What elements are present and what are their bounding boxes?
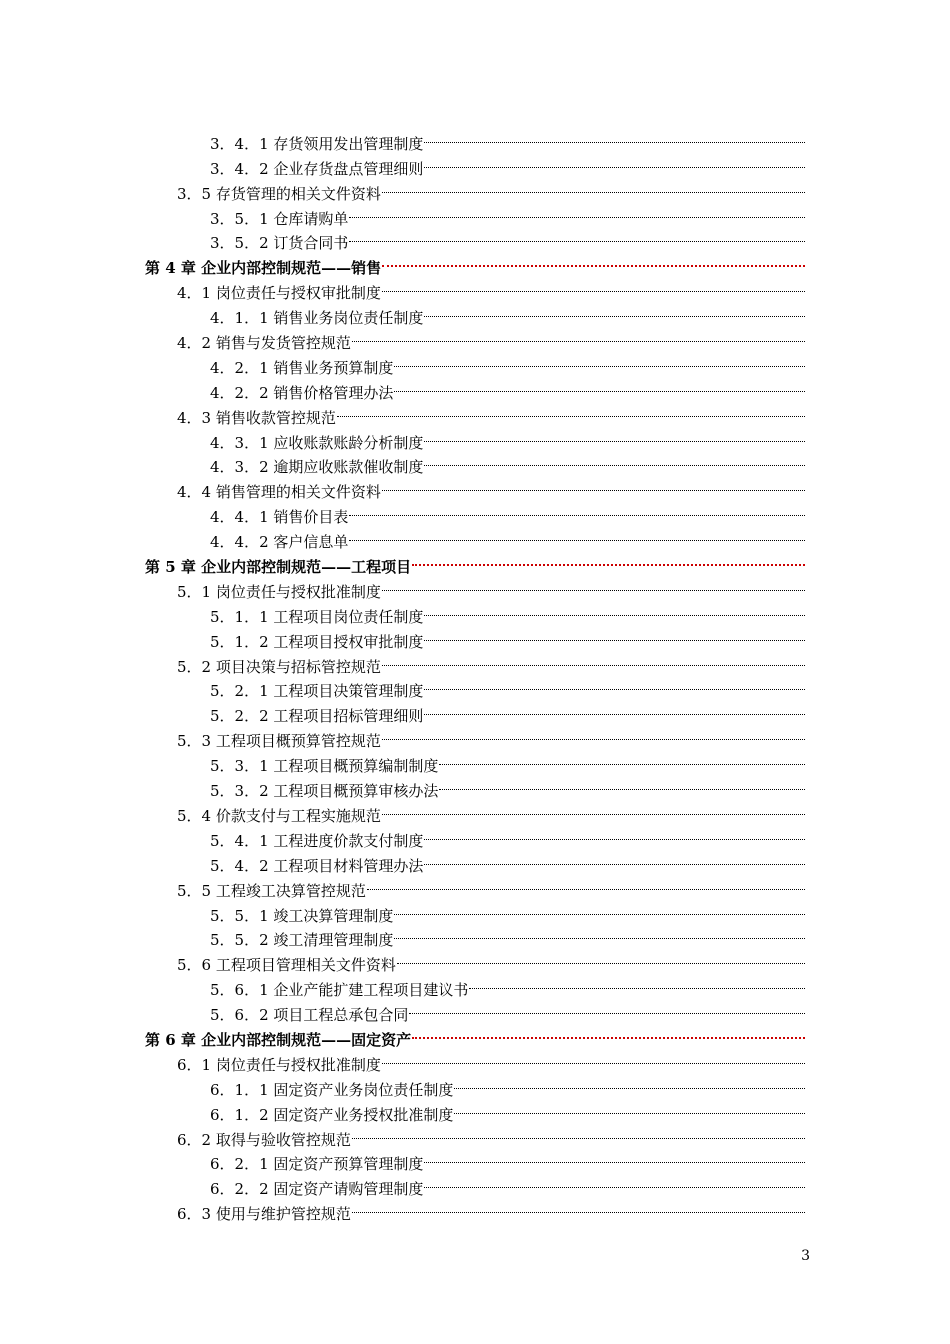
toc-entry-title: 5．6 工程项目管理相关文件资料: [177, 953, 397, 978]
toc-dot-leader: [424, 696, 805, 721]
toc-dot-leader: [382, 572, 805, 597]
toc-entry-title: 6．2．1 固定资产预算管理制度: [210, 1152, 424, 1177]
toc-dot-leader: [424, 124, 805, 149]
toc-dot-leader: [382, 1045, 805, 1070]
toc-entry-title: 5．2 项目决策与招标管控规范: [177, 655, 382, 680]
toc-entry[interactable]: [210, 1095, 805, 1124]
toc-entry[interactable]: [210, 970, 805, 1000]
toc-dot-leader: [367, 871, 805, 896]
toc-entry-title: 4．3 销售收款管控规范: [177, 406, 337, 431]
toc-dot-leader: [352, 323, 805, 348]
toc-entry[interactable]: [210, 1169, 805, 1199]
toc-entry-title: 5．5 工程竣工决算管控规范: [177, 879, 367, 904]
toc-entry[interactable]: [210, 497, 805, 527]
toc-entry-title: 4．2．1 销售业务预算制度: [210, 356, 394, 381]
toc-chapter-entry[interactable]: [145, 1020, 805, 1049]
toc-entry-title: 5．4．2 工程项目材料管理办法: [210, 854, 424, 879]
toc-dot-leader: [382, 174, 805, 199]
toc-entry[interactable]: [210, 423, 805, 452]
toc-entry[interactable]: [210, 846, 805, 875]
toc-dot-leader: [424, 821, 805, 846]
toc-entry[interactable]: [177, 1194, 805, 1224]
toc-entry[interactable]: [177, 721, 805, 751]
toc-dot-leader: [349, 497, 805, 522]
toc-entry[interactable]: [177, 273, 805, 303]
toc-entry[interactable]: [210, 995, 805, 1025]
toc-entry-title: 第 5 章 企业内部控制规范——工程项目: [145, 555, 412, 580]
toc-entry-title: 4．2 销售与发货管控规范: [177, 331, 352, 356]
toc-entry-title: 5．1 岗位责任与授权批准制度: [177, 580, 382, 605]
toc-dot-leader: [424, 423, 805, 448]
toc-entry[interactable]: [210, 199, 805, 228]
toc-entry-title: 4．1．1 销售业务岗位责任制度: [210, 306, 424, 331]
toc-entry-title: 4．4 销售管理的相关文件资料: [177, 480, 382, 505]
table-of-contents: [0, 124, 950, 1224]
toc-dot-leader: [424, 448, 805, 473]
toc-dot-leader: [337, 398, 805, 423]
toc-dot-leader: [352, 1194, 805, 1219]
toc-entry-title: 4．3．1 应收账款账龄分析制度: [210, 431, 424, 456]
toc-dot-leader: [394, 896, 805, 921]
toc-entry-title: 5．4．1 工程进度价款支付制度: [210, 829, 424, 854]
toc-entry-title: 5．1．1 工程项目岗位责任制度: [210, 605, 424, 630]
toc-entry-title: 第 4 章 企业内部控制规范——销售: [145, 256, 382, 281]
toc-entry[interactable]: [210, 149, 805, 178]
toc-entry-title: 5．2．1 工程项目决策管理制度: [210, 679, 424, 704]
toc-dot-leader: [439, 771, 805, 796]
toc-entry-title: 3．4．1 存货领用发出管理制度: [210, 132, 424, 157]
toc-chapter-entry[interactable]: [145, 248, 805, 278]
toc-entry-title: 6．2．2 固定资产请购管理制度: [210, 1177, 424, 1202]
toc-entry-title: 6．2 取得与验收管控规范: [177, 1128, 352, 1153]
toc-dot-leader: [349, 522, 805, 547]
toc-entry[interactable]: [177, 1120, 805, 1149]
toc-entry[interactable]: [210, 373, 805, 402]
toc-entry-title: 3．4．2 企业存货盘点管理细则: [210, 157, 424, 182]
toc-entry-title: 4．2．2 销售价格管理办法: [210, 381, 394, 406]
toc-entry-title: 6．1．2 固定资产业务授权批准制度: [210, 1103, 454, 1128]
toc-dot-leader: [424, 622, 805, 647]
toc-entry-title: 5．6．1 企业产能扩建工程项目建议书: [210, 978, 469, 1003]
toc-dot-leader: [394, 348, 805, 373]
toc-dot-leader: [382, 472, 805, 497]
toc-dot-leader: [424, 672, 805, 697]
toc-chapter-entry[interactable]: [145, 547, 805, 577]
toc-dot-leader: [382, 273, 805, 298]
toc-dot-leader: [424, 1169, 805, 1194]
toc-entry[interactable]: [177, 1045, 805, 1074]
toc-dot-leader: [349, 199, 805, 224]
toc-dot-leader: [397, 945, 805, 970]
toc-dot-leader: [469, 970, 805, 995]
toc-entry-title: 5．5．2 竣工清理管理制度: [210, 928, 394, 953]
toc-entry-title: 3．5．1 仓库请购单: [210, 207, 349, 232]
toc-entry[interactable]: [210, 672, 805, 701]
toc-entry[interactable]: [210, 821, 805, 850]
toc-dot-leader: [424, 1145, 805, 1170]
toc-entry-title: 5．3 工程项目概预算管控规范: [177, 729, 382, 754]
toc-dot-leader: [382, 796, 805, 821]
toc-entry-title: 5．3．1 工程项目概预算编制制度: [210, 754, 439, 779]
toc-entry[interactable]: [210, 224, 805, 253]
toc-entry-title: 5．3．2 工程项目概预算审核办法: [210, 779, 439, 804]
toc-dot-leader: [352, 1120, 805, 1145]
toc-entry-title: 6．1 岗位责任与授权批准制度: [177, 1053, 382, 1078]
toc-entry-title: 4．4．1 销售价目表: [210, 505, 349, 530]
toc-entry-title: 4．1 岗位责任与授权审批制度: [177, 281, 382, 306]
toc-entry[interactable]: [177, 323, 805, 353]
toc-entry[interactable]: [177, 572, 805, 601]
toc-dot-leader: [454, 1095, 805, 1120]
toc-entry-title: 4．3．2 逾期应收账款催收制度: [210, 455, 424, 480]
toc-entry-title: 5．4 价款支付与工程实施规范: [177, 804, 382, 829]
toc-dot-leader: [424, 149, 805, 174]
toc-dot-leader: [412, 547, 805, 572]
toc-entry-title: 3．5 存货管理的相关文件资料: [177, 182, 382, 207]
toc-dot-leader: [424, 846, 805, 871]
toc-entry-title: 5．2．2 工程项目招标管理细则: [210, 704, 424, 729]
toc-dot-leader: [409, 995, 805, 1020]
toc-entry[interactable]: [210, 348, 805, 377]
toc-dot-leader: [454, 1070, 805, 1095]
toc-entry[interactable]: [177, 945, 805, 975]
toc-entry-title: 4．4．2 客户信息单: [210, 530, 349, 555]
toc-entry-title: 5．1．2 工程项目授权审批制度: [210, 630, 424, 655]
toc-entry-title: 5．5．1 竣工决算管理制度: [210, 904, 394, 929]
toc-entry[interactable]: [177, 174, 805, 203]
toc-entry[interactable]: [210, 771, 805, 801]
toc-dot-leader: [439, 746, 805, 771]
toc-entry[interactable]: [210, 298, 805, 328]
toc-dot-leader: [412, 1020, 805, 1045]
toc-entry[interactable]: [210, 1145, 805, 1174]
toc-entry[interactable]: [210, 597, 805, 626]
toc-dot-leader: [394, 373, 805, 398]
toc-dot-leader: [394, 921, 805, 946]
toc-entry[interactable]: [210, 696, 805, 726]
toc-entry[interactable]: [177, 871, 805, 900]
toc-entry[interactable]: [210, 448, 805, 477]
toc-dot-leader: [424, 298, 805, 323]
toc-dot-leader: [382, 647, 805, 672]
toc-entry[interactable]: [177, 647, 805, 676]
toc-entry[interactable]: [210, 1070, 805, 1099]
toc-entry[interactable]: [210, 124, 805, 153]
toc-entry[interactable]: [210, 522, 805, 552]
toc-entry-title: 6．1．1 固定资产业务岗位责任制度: [210, 1078, 454, 1103]
toc-entry[interactable]: [177, 398, 805, 427]
toc-entry[interactable]: [210, 622, 805, 651]
toc-entry[interactable]: [177, 796, 805, 825]
toc-dot-leader: [382, 721, 805, 746]
toc-entry-title: 6．3 使用与维护管控规范: [177, 1202, 352, 1227]
toc-entry[interactable]: [177, 472, 805, 502]
toc-entry[interactable]: [210, 746, 805, 776]
page-number: 3: [801, 1248, 810, 1264]
toc-dot-leader: [424, 597, 805, 622]
toc-entry[interactable]: [210, 921, 805, 950]
toc-entry-title: 5．6．2 项目工程总承包合同: [210, 1003, 409, 1028]
toc-dot-leader: [349, 224, 805, 249]
toc-entry-title: 3．5．2 订货合同书: [210, 231, 349, 256]
toc-entry[interactable]: [210, 896, 805, 925]
toc-dot-leader: [382, 248, 805, 273]
toc-entry-title: 第 6 章 企业内部控制规范——固定资产: [145, 1028, 412, 1053]
